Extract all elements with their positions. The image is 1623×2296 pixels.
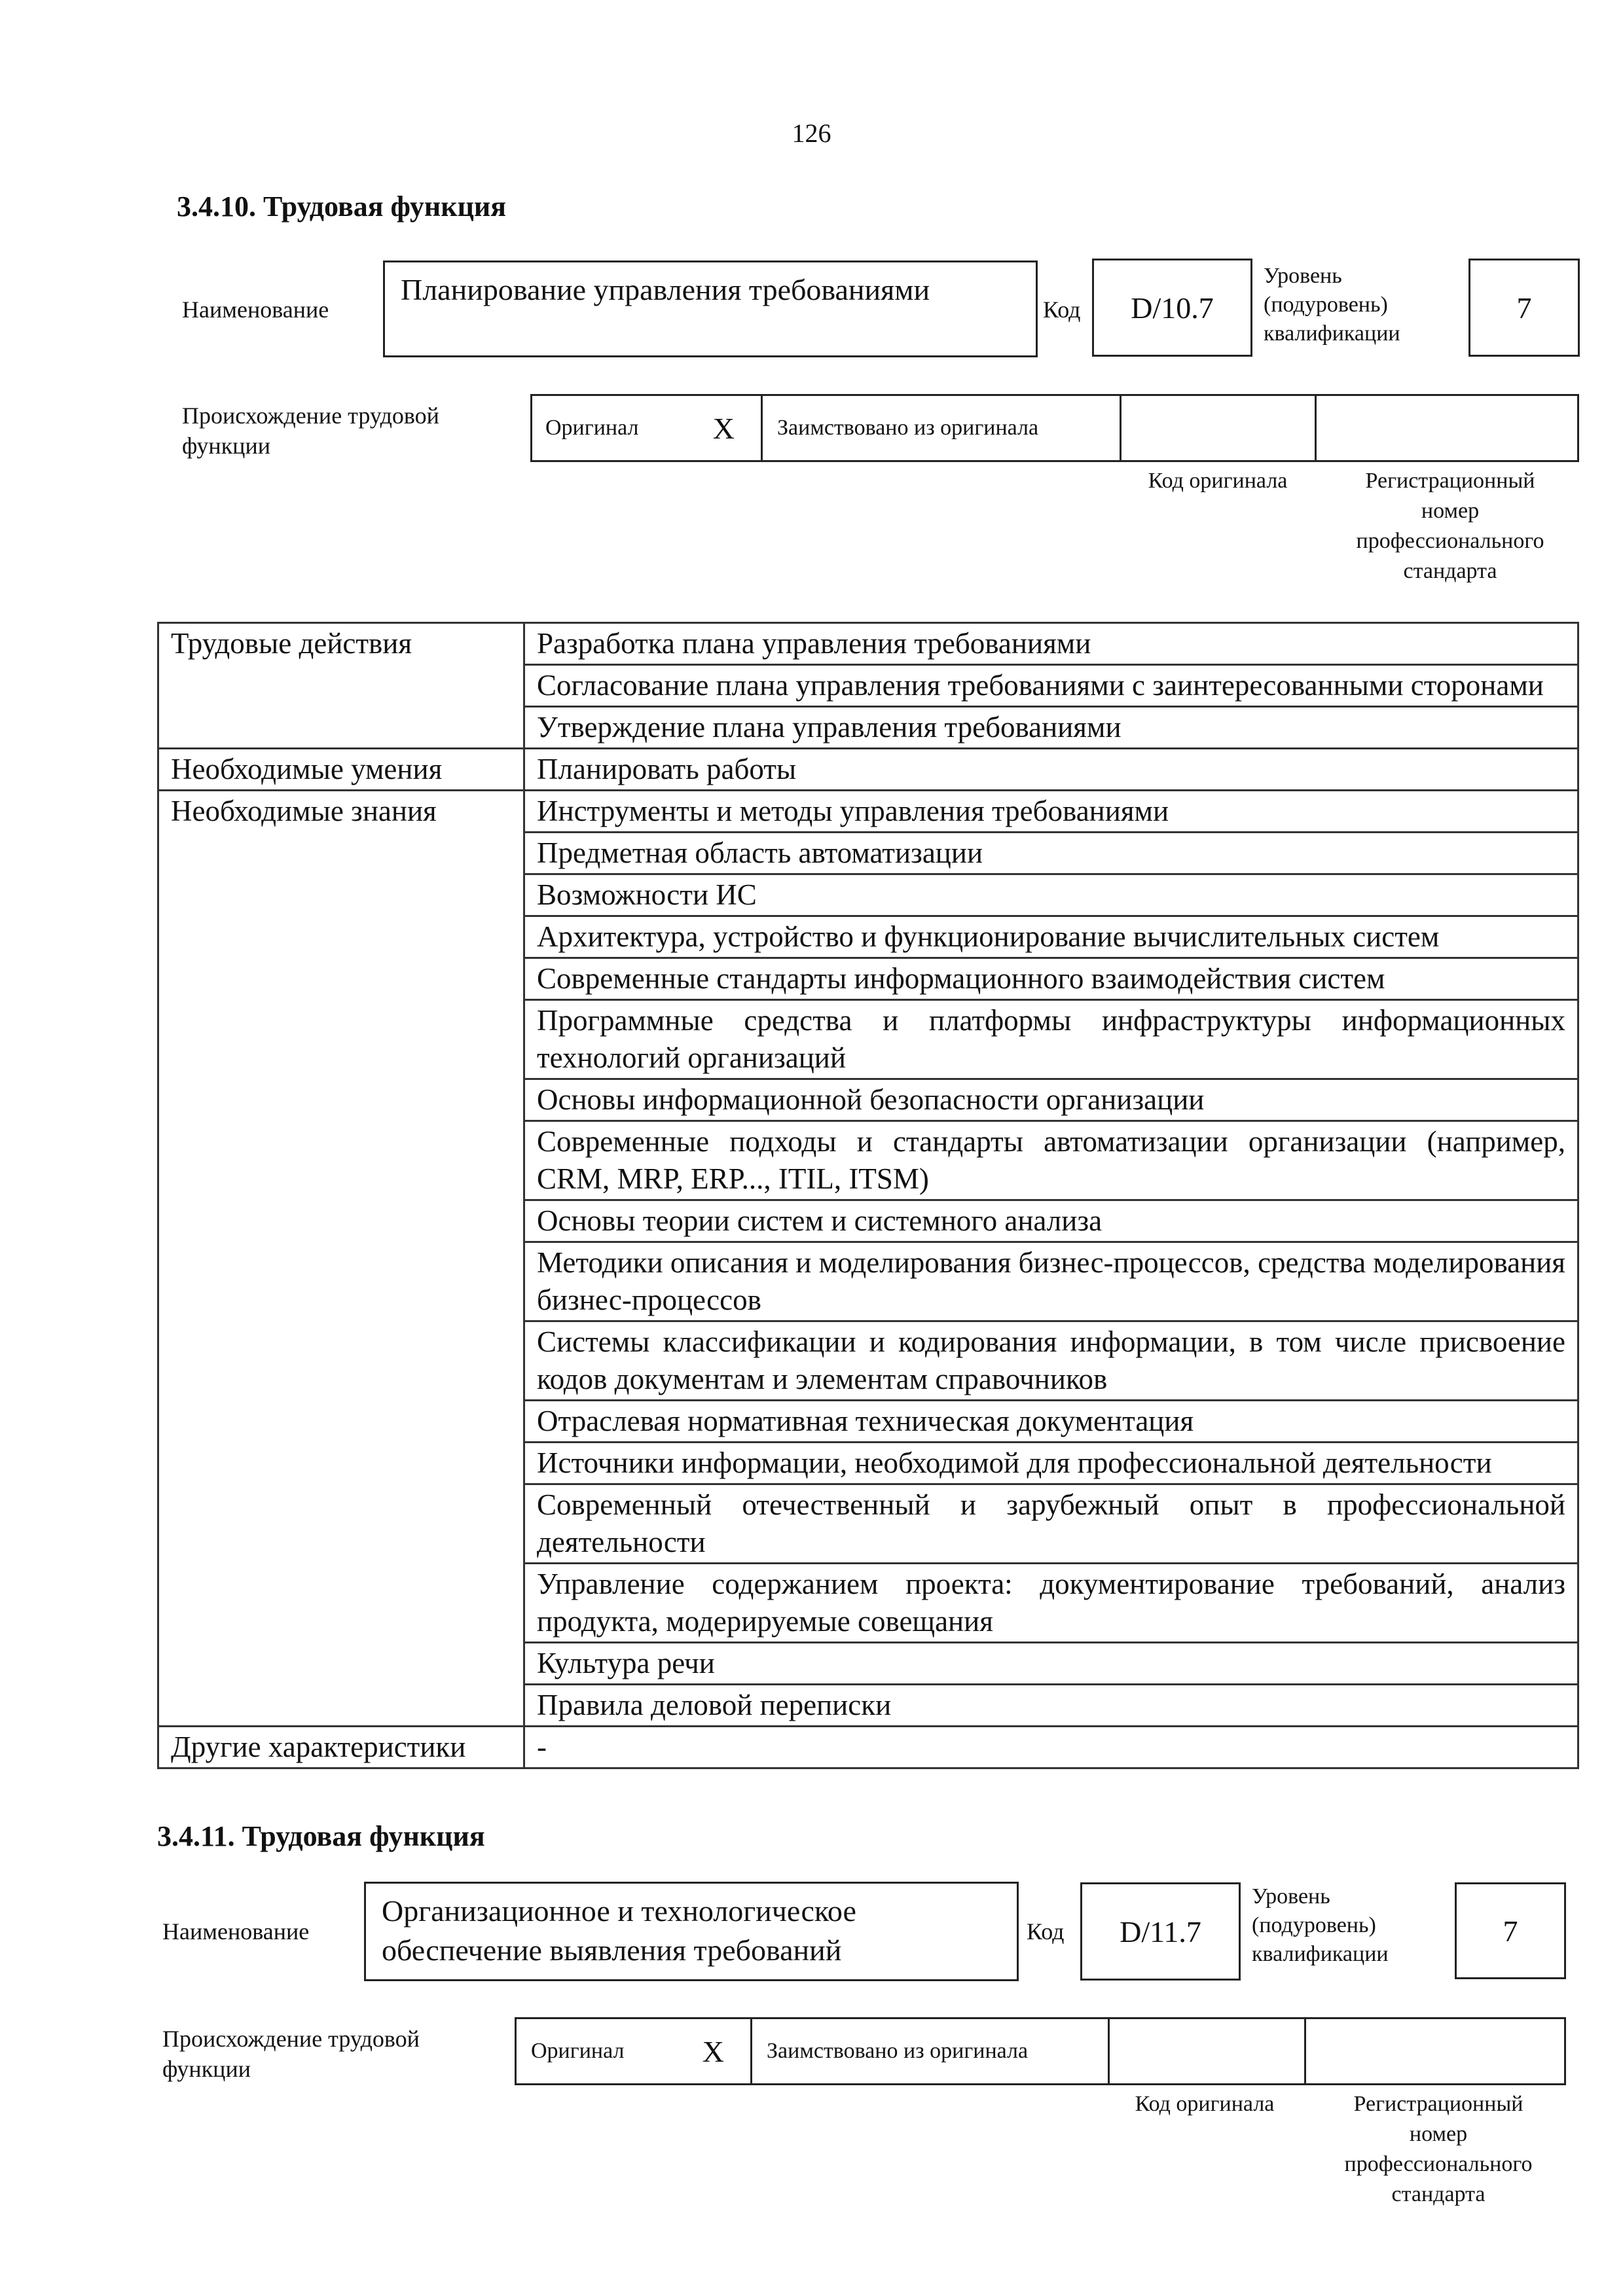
table-row	[158, 1564, 1578, 1643]
row-item: Инструменты и методы управления требованиями	[524, 791, 1578, 833]
row-item: Основы информационной безопасности организации	[524, 1079, 1578, 1121]
row-item: Источники информации, необходимой для профессиональной деятельности	[524, 1443, 1578, 1484]
original-code-cell	[1122, 396, 1317, 460]
row-group-label: Необходимые умения	[158, 749, 524, 791]
section-heading: 3.4.11. Трудовая функция	[157, 1820, 485, 1852]
code-label: Код	[1043, 296, 1081, 323]
table-row	[158, 791, 1578, 833]
table-row	[158, 707, 1578, 749]
table-row	[158, 1079, 1578, 1121]
section-heading: 3.4.10. Трудовая функция	[177, 190, 507, 223]
original-mark: X	[702, 2034, 724, 2068]
row-item: Культура речи	[524, 1643, 1578, 1685]
borrowed-cell: Заимствовано из оригинала	[763, 396, 1122, 460]
function-code-box: D/10.7	[1092, 259, 1252, 357]
code-caption: Код оригинала	[1148, 469, 1288, 493]
table-row	[158, 833, 1578, 874]
code-label: Код	[1027, 1918, 1065, 1945]
original-code-cell	[1110, 2019, 1306, 2083]
function-name-box: Организационное и технологическое обеспечение выявления требований	[364, 1882, 1019, 1981]
table-row	[158, 1242, 1578, 1321]
row-item: Управление содержанием проекта: документирование требований, анализ продукта, модерируемые совещания	[524, 1564, 1578, 1643]
table-row	[158, 1685, 1578, 1727]
page-number: 126	[792, 118, 831, 148]
original-cell	[532, 396, 763, 460]
function-code-box: D/11.7	[1080, 1882, 1241, 1981]
origin-row	[515, 2017, 1566, 2085]
table-row	[158, 1401, 1578, 1443]
row-group-label-empty	[158, 707, 524, 749]
level-label: Уровень (подуровень) квалификации	[1252, 1884, 1389, 1966]
row-group-label-empty	[158, 833, 524, 874]
name-label: Наименование	[162, 1918, 310, 1945]
reg-number-cell	[1317, 396, 1577, 460]
original-label: Оригинал	[545, 416, 639, 440]
row-group-label: Другие характеристики	[158, 1727, 524, 1768]
row-group-label-empty	[158, 1643, 524, 1685]
row-item: Системы классификации и кодирования информации, в том числе присвоение кодов документам и элементам справочников	[524, 1321, 1578, 1401]
row-group-label-empty	[158, 1484, 524, 1564]
original-label: Оригинал	[531, 2039, 625, 2063]
row-item: Современные стандарты информационного взаимодействия систем	[524, 958, 1578, 1000]
original-mark: X	[712, 411, 735, 445]
row-item: Современный отечественный и зарубежный опыт в профессиональной деятельности	[524, 1484, 1578, 1564]
row-item: Предметная область автоматизации	[524, 833, 1578, 874]
row-group-label-empty	[158, 874, 524, 916]
row-item: Разработка плана управления требованиями	[524, 623, 1578, 665]
row-group-label-empty	[158, 665, 524, 707]
row-item: Утверждение плана управления требованиями	[524, 707, 1578, 749]
row-item: Методики описания и моделирования бизнес-процессов, средства моделирования бизнес-процессов	[524, 1242, 1578, 1321]
row-group-label-empty	[158, 1443, 524, 1484]
row-item: Программные средства и платформы инфраструктуры информационных технологий организаций	[524, 1000, 1578, 1079]
table-row	[158, 1321, 1578, 1401]
row-item: Современные подходы и стандарты автоматизации организации (например, CRM, MRP, ERP..., ITIL, ITSM)	[524, 1121, 1578, 1200]
row-item: Правила деловой переписки	[524, 1685, 1578, 1727]
row-group-label: Необходимые знания	[158, 791, 524, 833]
table-row	[158, 958, 1578, 1000]
level-label: Уровень (подуровень) квалификации	[1264, 264, 1400, 346]
name-label: Наименование	[182, 296, 329, 323]
table-row	[158, 749, 1578, 791]
row-item: -	[524, 1727, 1578, 1768]
table-row	[158, 665, 1578, 707]
row-group-label-empty	[158, 1401, 524, 1443]
row-group-label-empty	[158, 1242, 524, 1321]
reg-caption: Регистрационный номер профессионального стандарта	[1356, 469, 1544, 583]
table-row	[158, 916, 1578, 958]
row-group-label-empty	[158, 1079, 524, 1121]
table-row	[158, 623, 1578, 665]
row-group-label-empty	[158, 958, 524, 1000]
origin-row	[530, 394, 1579, 462]
row-item: Архитектура, устройство и функционирование вычислительных систем	[524, 916, 1578, 958]
function-table	[157, 622, 1579, 1769]
reg-caption: Регистрационный номер профессионального стандарта	[1344, 2092, 1533, 2206]
row-item: Согласование плана управления требованиями с заинтересованными сторонами	[524, 665, 1578, 707]
row-group-label-empty	[158, 1000, 524, 1079]
row-group-label-empty	[158, 1564, 524, 1643]
table-row	[158, 1484, 1578, 1564]
code-caption: Код оригинала	[1135, 2092, 1275, 2116]
table-row	[158, 1643, 1578, 1685]
row-group-label-empty	[158, 1321, 524, 1401]
table-row	[158, 1443, 1578, 1484]
row-item: Отраслевая нормативная техническая документация	[524, 1401, 1578, 1443]
level-value-box: 7	[1455, 1882, 1566, 1979]
table-row	[158, 1000, 1578, 1079]
row-group-label: Трудовые действия	[158, 623, 524, 665]
reg-number-cell	[1306, 2019, 1564, 2083]
row-item: Планировать работы	[524, 749, 1578, 791]
table-row	[158, 1200, 1578, 1242]
original-cell	[517, 2019, 752, 2083]
borrowed-cell: Заимствовано из оригинала	[752, 2019, 1110, 2083]
row-group-label-empty	[158, 916, 524, 958]
table-row	[158, 874, 1578, 916]
level-value-box: 7	[1468, 259, 1580, 357]
row-group-label-empty	[158, 1121, 524, 1200]
row-group-label-empty	[158, 1685, 524, 1727]
origin-label: Происхождение трудовой функции	[162, 2026, 420, 2082]
row-group-label-empty	[158, 1200, 524, 1242]
origin-label: Происхождение трудовой функции	[182, 403, 439, 459]
row-item: Возможности ИС	[524, 874, 1578, 916]
table-row	[158, 1727, 1578, 1768]
row-item: Основы теории систем и системного анализа	[524, 1200, 1578, 1242]
table-row	[158, 1121, 1578, 1200]
function-name-box: Планирование управления требованиями	[383, 260, 1038, 357]
